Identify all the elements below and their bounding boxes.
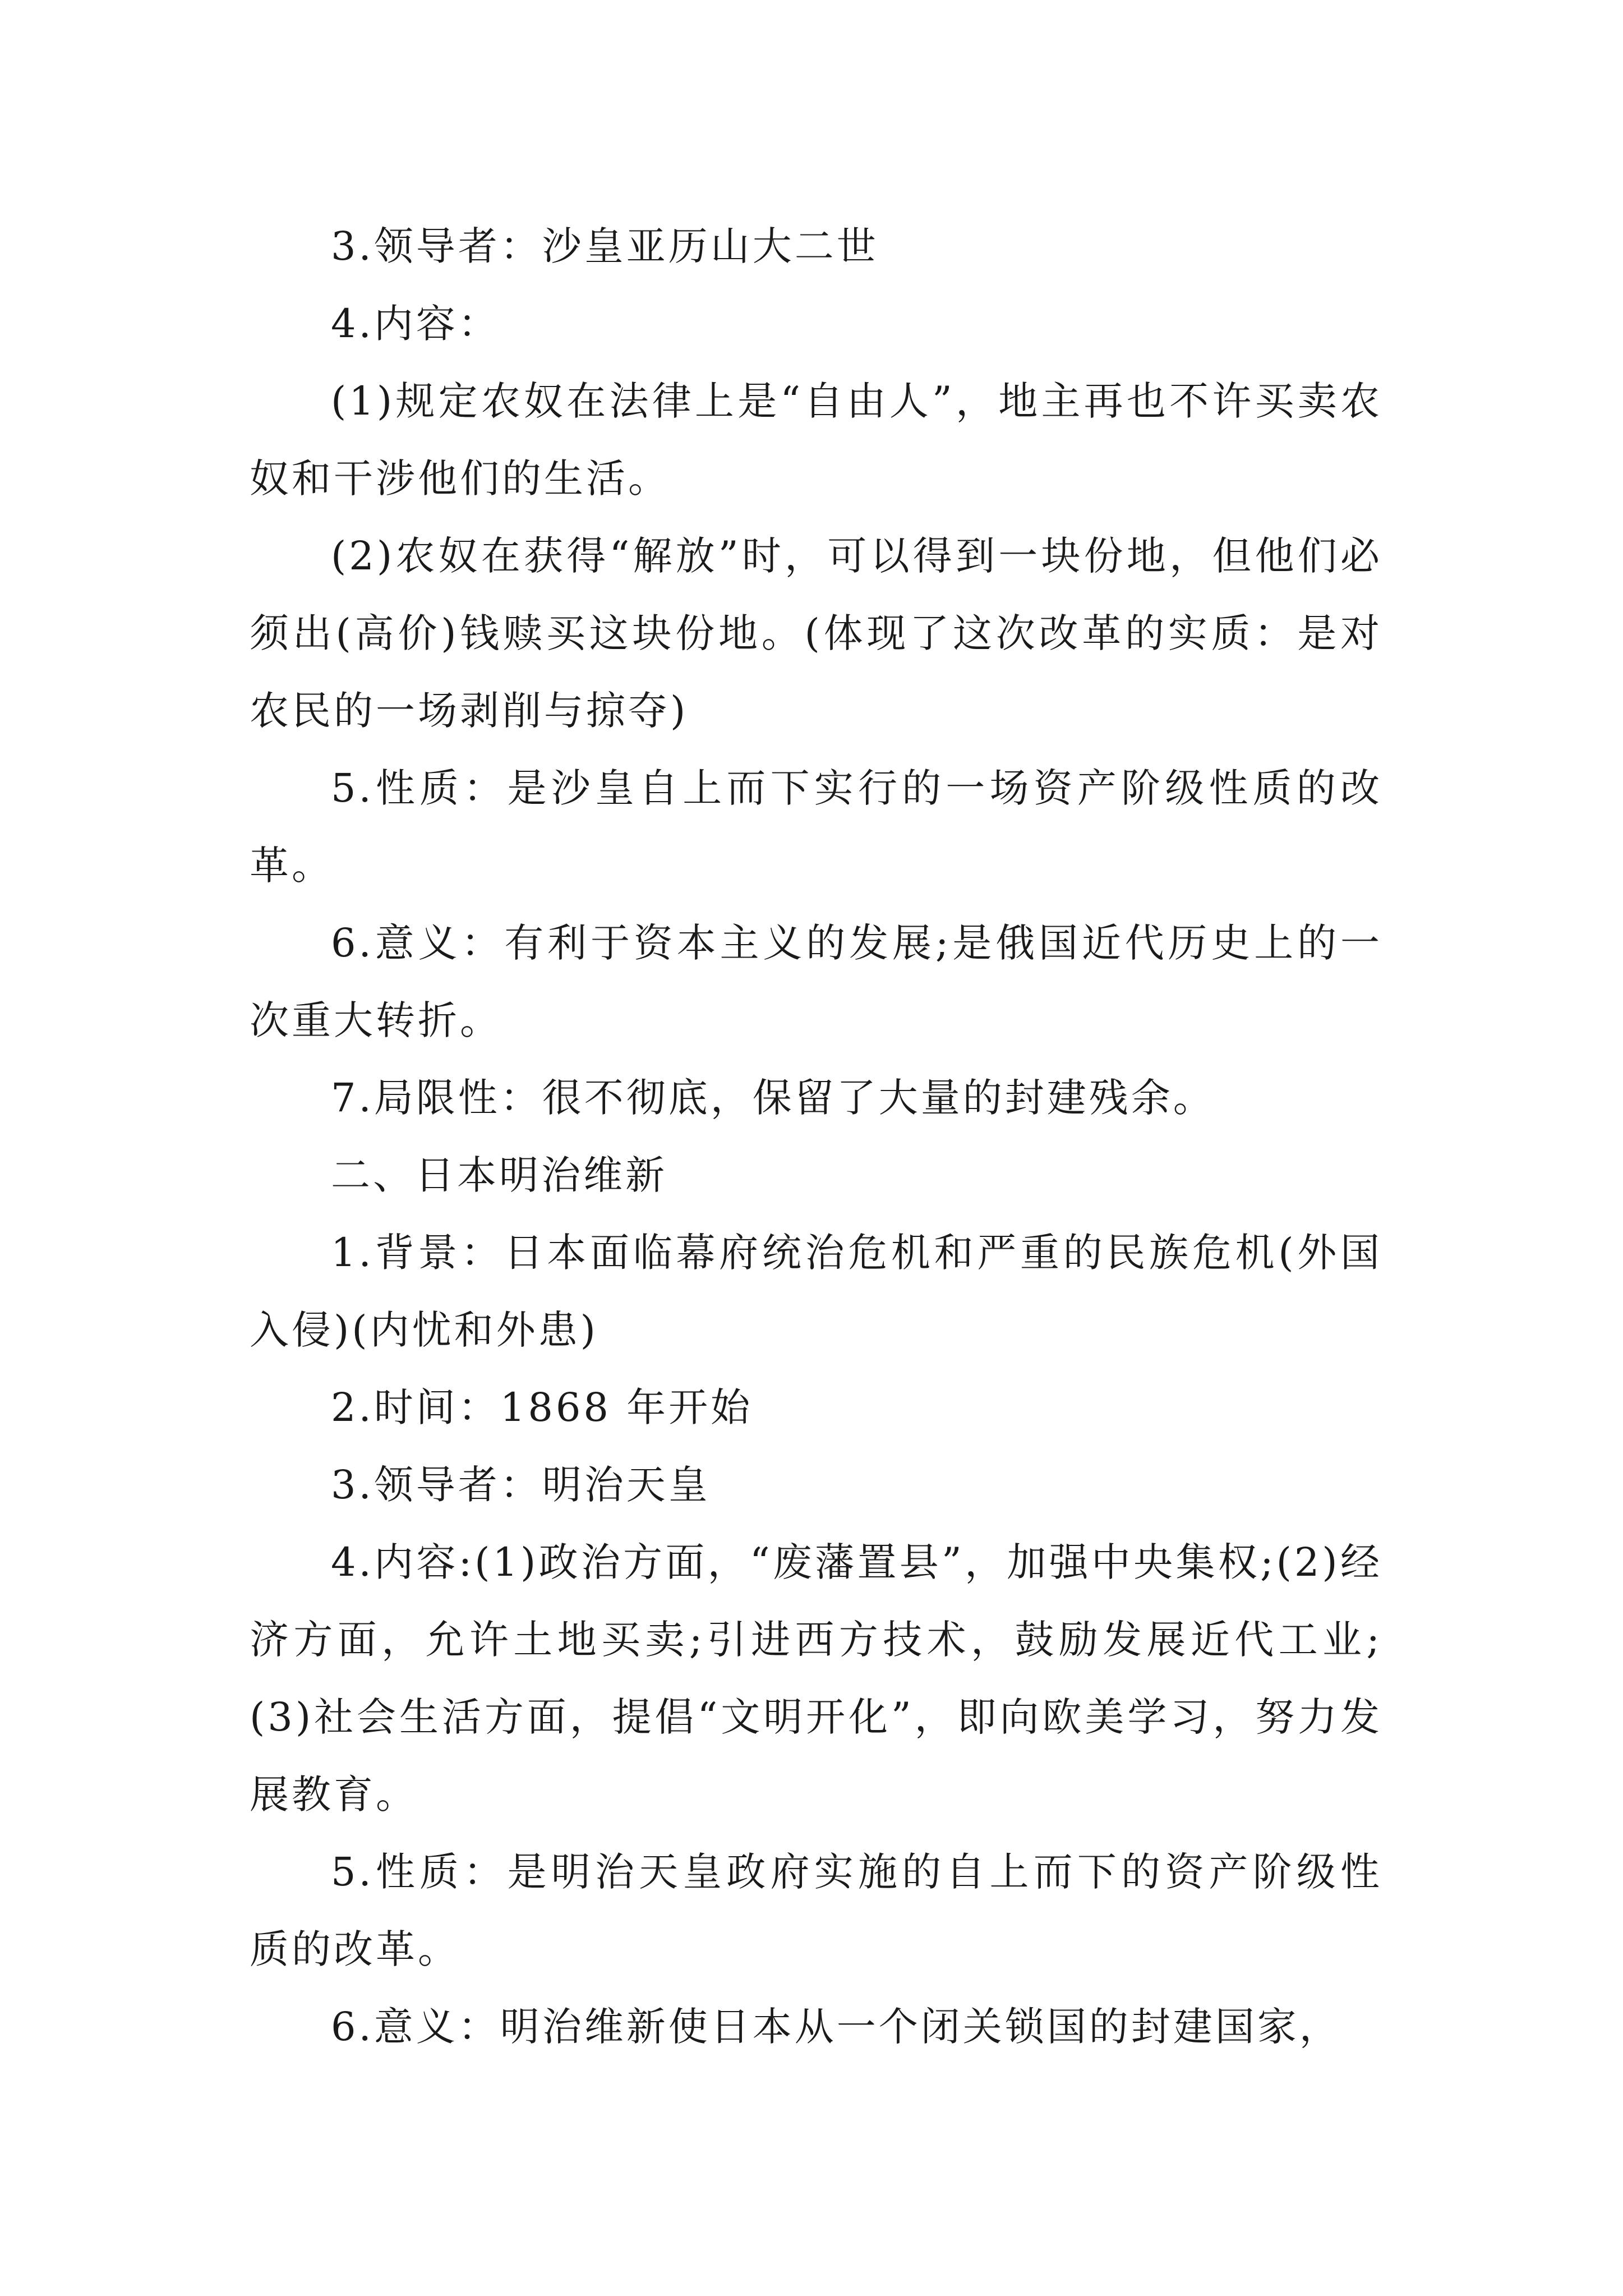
paragraph-content-1: (1)规定农奴在法律上是“自由人”，地主再也不许买卖农奴和干涉他们的生活。 (250, 378, 1382, 501)
paragraph-leader-japan: 3.领导者：明治天皇 (331, 1462, 711, 1508)
document-body (250, 208, 1382, 2065)
paragraph-time-japan: 2.时间：1868 年开始 (331, 1384, 753, 1430)
paragraph-background-japan: 1.背景：日本面临幕府统治危机和严重的民族危机(外国入侵)(内忧和外患) (250, 1230, 1382, 1353)
paragraph-nature-japan: 5.性质：是明治天皇政府实施的自上而下的资产阶级性质的改革。 (250, 1849, 1382, 1972)
paragraph-leader-russia: 3.领导者：沙皇亚历山大二世 (331, 223, 879, 269)
paragraph-content-japan: 4.内容:(1)政治方面，“废藩置县”，加强中央集权;(2)经济方面，允许土地买卖;引进西方技术，鼓励发展近代工业;(3)社会生活方面，提倡“文明开化”，即向欧美学习，努力发展教育。 (250, 1539, 1382, 1818)
paragraph-significance-japan: 6.意义：明治维新使日本从一个闭关锁国的封建国家， (331, 2004, 1341, 2050)
paragraph-limitation-russia: 7.局限性：很不彻底，保留了大量的封建残余。 (331, 1075, 1215, 1121)
paragraph-nature-russia: 5.性质：是沙皇自上而下实行的一场资产阶级性质的改革。 (250, 765, 1382, 889)
paragraph-content-2: (2)农奴在获得“解放”时，可以得到一块份地，但他们必须出(高价)钱赎买这块份地。(体现了这次改革的实质：是对农民的一场剥削与掠夺) (250, 533, 1382, 734)
paragraph-significance-russia: 6.意义：有利于资本主义的发展;是俄国近代历史上的一次重大转折。 (250, 920, 1382, 1043)
section-heading-meiji: 二、日本明治维新 (331, 1152, 667, 1198)
paragraph-content-heading: 4.内容： (331, 301, 500, 347)
